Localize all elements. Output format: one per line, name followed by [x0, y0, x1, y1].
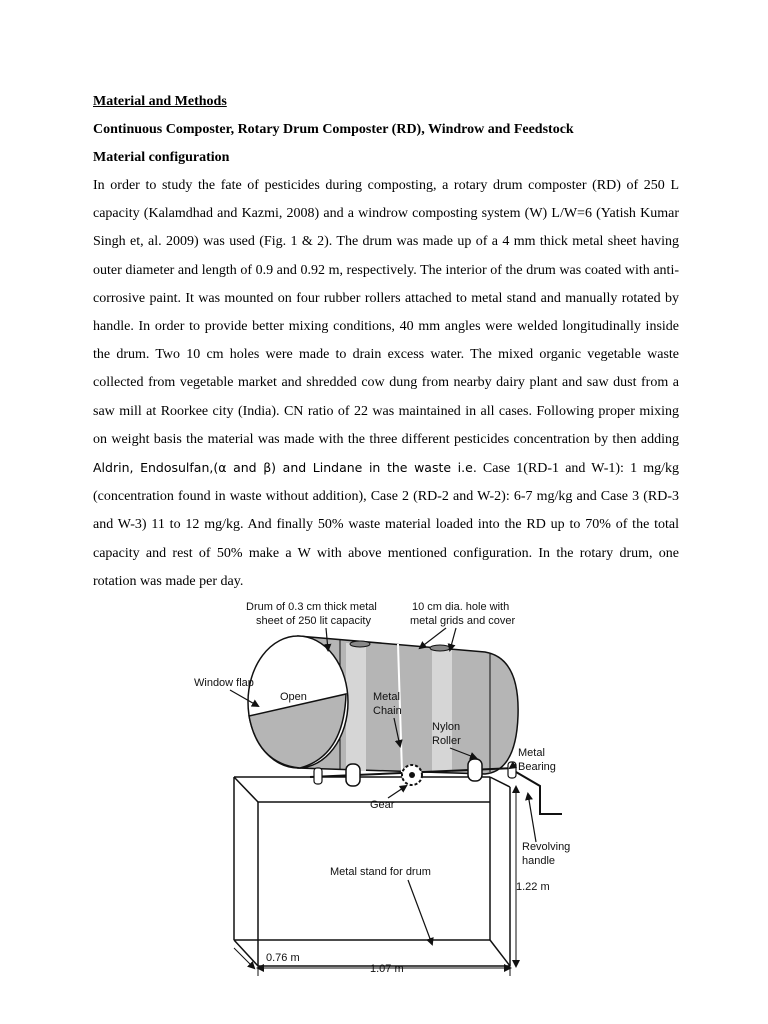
label-bearing-line1: Metal: [518, 747, 545, 759]
revolving-handle: [516, 772, 562, 814]
label-gear: Gear: [370, 799, 395, 811]
label-height: 1.22 m: [516, 881, 550, 893]
label-roller-line2: Roller: [432, 735, 461, 747]
label-handle-line2: handle: [522, 855, 556, 867]
label-handle-line1: Revolving: [522, 841, 571, 853]
text-column: [93, 88, 679, 596]
label-stand: Metal stand for drum: [330, 866, 431, 878]
label-hole-line1: 10 cm dia. hole with: [412, 601, 510, 613]
pesticide-names: Aldrin, Endosulfan,(α and β) and Lindane in the waste i.e.: [93, 460, 477, 476]
label-hole-line2: metal grids and cover: [410, 615, 516, 627]
subsubsection-heading: Material configuration: [93, 150, 230, 165]
label-chain-line1: Metal: [373, 691, 400, 703]
label-window-flap: Window flap: [194, 677, 254, 689]
label-drum-line2: sheet of 250 lit capacity: [256, 615, 371, 627]
rotary-drum-figure: [150, 596, 620, 1020]
section-heading: Material and Methods: [93, 94, 227, 109]
bearing-left: [314, 768, 322, 784]
body-paragraph: [93, 172, 679, 596]
paragraph-text-part1: In order to study the fate of pesticides during composting, a rotary drum composter (RD) of 250 L capacity (Kalamdhad and Kazmi, 2008) and a windrow composting system (W) L/W=6 (Yatish Kumar Singh et, al. 2009) was used (Fig. 1 & 2). The drum was made up of a 4 mm thick metal sheet having outer diameter and length of 0.9 and 0.92 m, respectively. The interior of the drum was coated with anti-corrosive paint. It was mounted on four rubber rollers attached to metal stand and manually rotated by handle. In order to provide better mixing conditions, 40 mm angles were welded longitudinally inside the drum. Two 10 cm holes were made to drain excess water. The mixed organic vegetable waste collected from vegetable market and shredded cow dung from nearby dairy plant and saw dust from a saw mill at Roorkee city (India). CN ratio of 22 was maintained in all cases. Following proper mixing on weight basis the material was made with the three different pesticides concentration by then adding: [93, 178, 679, 447]
roller-right: [468, 759, 482, 781]
roller-left: [346, 764, 360, 786]
label-roller-line1: Nylon: [432, 721, 461, 733]
label-drum-line1: Drum of 0.3 cm thick metal: [246, 601, 377, 613]
dimension-lines: [234, 787, 516, 976]
rotary-drum-diagram: [150, 596, 620, 1020]
label-open: Open: [280, 691, 307, 703]
subsection-heading: Continuous Composter, Rotary Drum Composter (RD), Windrow and Feedstock: [93, 122, 574, 137]
paragraph-text-part2: Case 1(RD-1 and W-1): 1 mg/kg (concentration found in waste without addition), Case 2 (RD-2 and W-2): 6-7 mg/kg and Case 3 (RD-3 and W-3) 11 to 12 mg/kg. And finally 50% waste material loaded into the RD up to 70% of the total capacity and rest of 50% make a W with above mentioned configuration. In the rotary drum, one rotation was made per day.: [93, 461, 679, 589]
label-width: 1.07 m: [370, 963, 404, 975]
label-depth: 0.76 m: [266, 952, 300, 964]
label-bearing-line2: Bearing: [518, 761, 556, 773]
label-chain-line2: Chain: [373, 705, 402, 717]
